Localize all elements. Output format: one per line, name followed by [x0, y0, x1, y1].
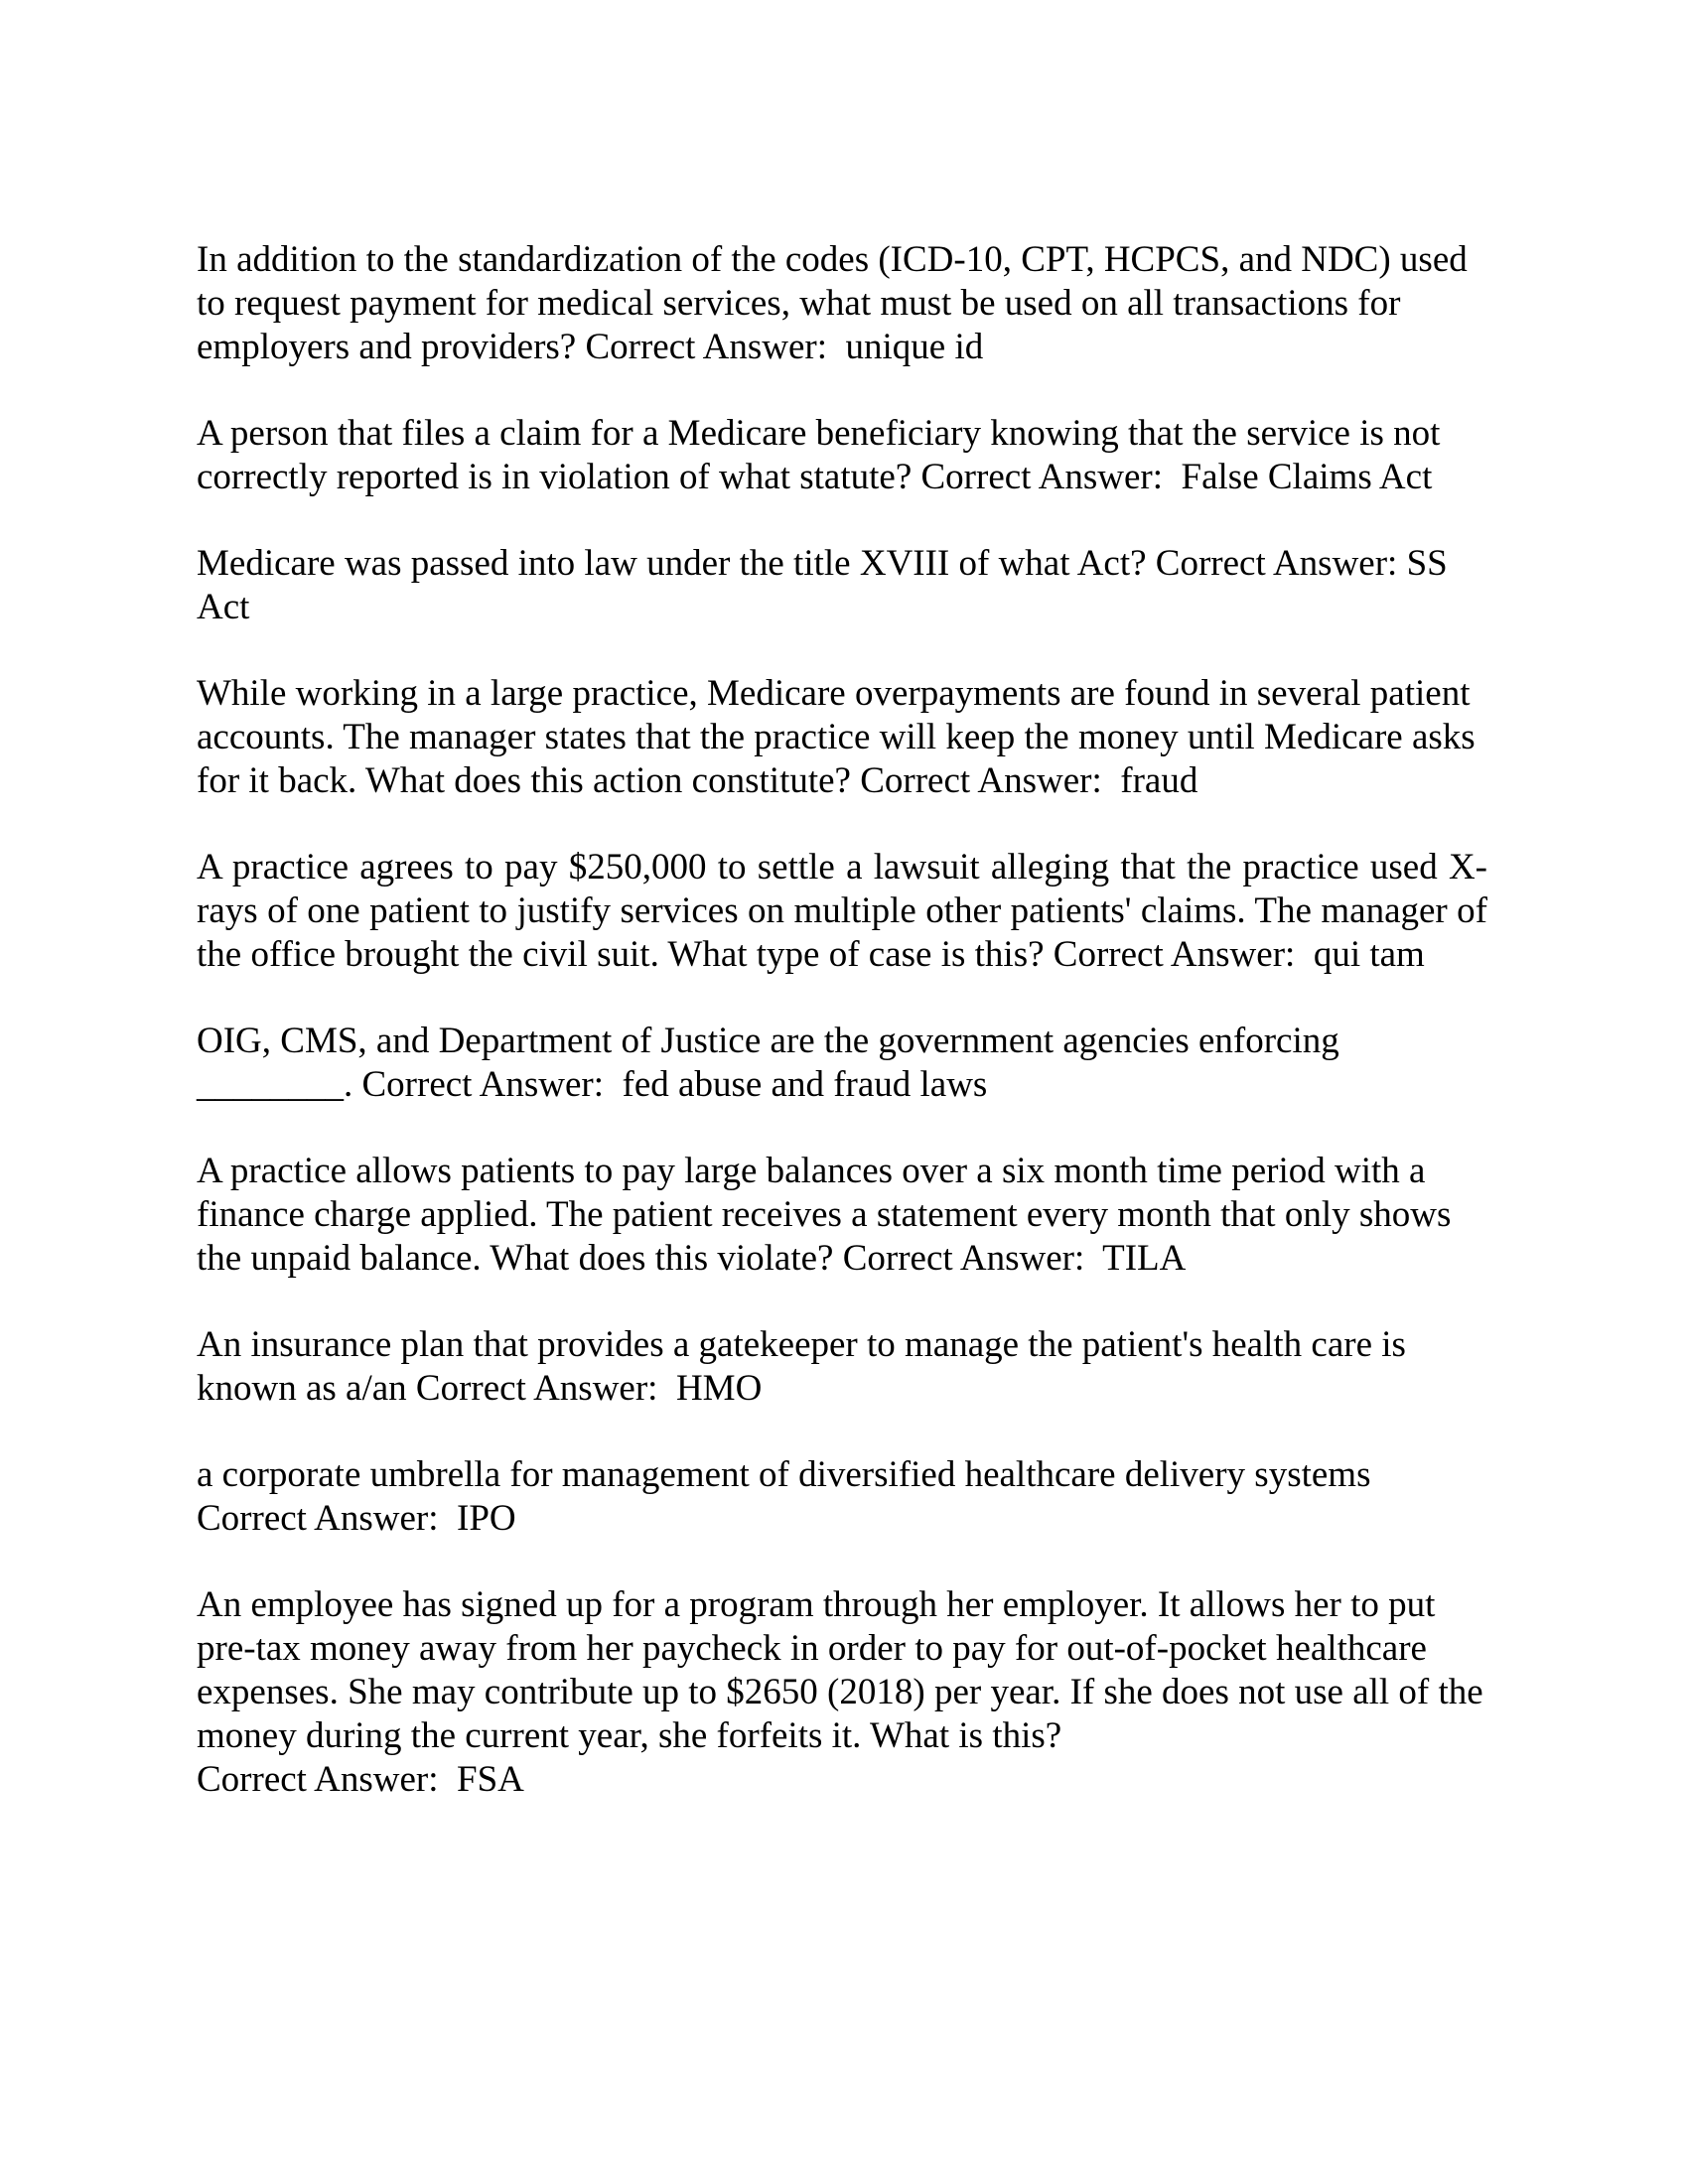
qa-item-4	[197, 672, 1487, 803]
answer-label: Correct Answer:	[1155, 543, 1398, 584]
answer-label: Correct Answer:	[197, 1759, 439, 1800]
answer-label: Correct Answer:	[585, 327, 827, 367]
answer-text: TILA	[1102, 1238, 1187, 1279]
qa-item-6	[197, 1020, 1487, 1107]
question-text: OIG, CMS, and Department of Justice are the government agencies enforcing ________.	[197, 1021, 1348, 1105]
question-text: While working in a large practice, Medicare overpayments are found in several patient accounts. The manager states that the practice will keep the money until Medicare asks for it back. What does this action constitute?	[197, 673, 1484, 801]
answer-text: SS Act	[197, 543, 1455, 627]
answer-label: Correct Answer:	[1053, 934, 1296, 975]
answer-text: False Claims Act	[1181, 457, 1433, 497]
answer-label: Correct Answer:	[842, 1238, 1085, 1279]
qa-item-10	[197, 1583, 1492, 1802]
answer-text: fraud	[1120, 760, 1198, 801]
answer-label: Correct Answer:	[361, 1064, 605, 1105]
qa-item-8	[197, 1323, 1487, 1411]
answer-text: unique id	[845, 327, 984, 367]
qa-item-5	[197, 846, 1497, 977]
answer-text: HMO	[675, 1368, 763, 1409]
qa-item-1	[197, 238, 1487, 369]
answer-text: fed abuse and fraud laws	[622, 1064, 988, 1105]
answer-label: Correct Answer:	[860, 760, 1102, 801]
question-text: A practice allows patients to pay large balances over a six month time period with a finance charge applied. The patient receives a statement every month that only shows the unpaid balance. What does this violate?	[197, 1151, 1461, 1279]
document-body	[197, 238, 1497, 1844]
qa-item-2	[197, 412, 1487, 499]
question-text: An employee has signed up for a program through her employer. It allows her to put pre-tax money away from her paycheck in order to pay for out-of-pocket healthcare expenses. She may contribute up to $2650 (2018) per year. If she does not use all of the money during the current year, she forfeits it. What is this?	[197, 1584, 1492, 1756]
answer-label: Correct Answer:	[920, 457, 1164, 497]
question-text: a corporate umbrella for management of diversified healthcare delivery systems	[197, 1454, 1371, 1495]
question-text: A person that files a claim for a Medicare beneficiary knowing that the service is not correctly reported is in violation of what statute?	[197, 413, 1450, 497]
qa-item-3	[197, 542, 1487, 629]
qa-item-7	[197, 1150, 1487, 1281]
answer-text: IPO	[457, 1498, 516, 1539]
qa-item-9	[197, 1453, 1487, 1541]
answer-label: Correct Answer:	[197, 1498, 439, 1539]
question-text: A practice agrees to pay $250,000 to settle a lawsuit alleging that the practice used X-rays of one patient to justify services on multiple other patients' claims. The manager of the office brought the civil suit. What type of case is this?	[197, 847, 1497, 975]
question-text: In addition to the standardization of the codes (ICD-10, CPT, HCPCS, and NDC) used to request payment for medical services, what must be used on all transactions for employers and providers?	[197, 239, 1477, 367]
answer-label: Correct Answer:	[415, 1368, 658, 1409]
answer-text: qui tam	[1313, 934, 1425, 975]
question-text: Medicare was passed into law under the title XVIII of what Act?	[197, 543, 1147, 584]
question-text: An insurance plan that provides a gatekeeper to manage the patient's health care is known as a/an	[197, 1324, 1416, 1409]
answer-text: FSA	[457, 1759, 524, 1800]
